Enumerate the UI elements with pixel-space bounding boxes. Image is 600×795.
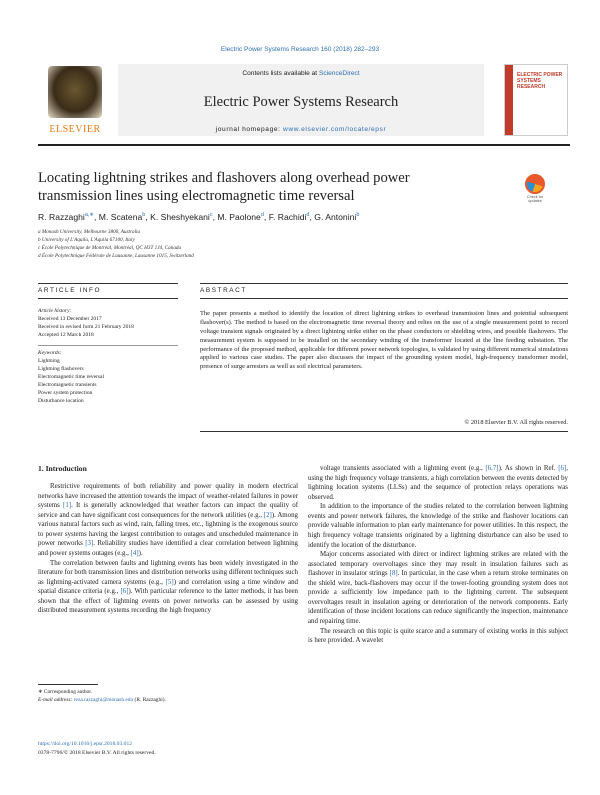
journal-header xyxy=(38,60,570,140)
email-label: E-mail address: xyxy=(38,697,73,704)
keyword: Power system protection xyxy=(38,389,93,396)
contents-prefix: Contents lists available at xyxy=(242,70,318,77)
body-column-right xyxy=(308,464,568,646)
section-heading-introduction: 1. Introduction xyxy=(38,464,87,473)
history-accepted: Accepted 12 March 2018 xyxy=(38,331,94,338)
body-text: The correlation between faults and lightning events has been widely investigated in the literature for both transmission lines and distribution networks using different techniques such as lightning-activated camera systems (e.g., xyxy=(38,559,298,586)
article-info-top-rule xyxy=(38,283,178,284)
body-text: ). xyxy=(138,549,143,557)
body-text: ). Among various natural factors such as wind, rain, falling trees, etc., lightning is the exogenous source to power systems having the largest contribution to outages and unscheduled maintenance in power networks xyxy=(38,511,298,548)
body-paragraph xyxy=(308,627,568,646)
journal-name: Electric Power Systems Research xyxy=(203,94,399,110)
author-name[interactable]: M. Paolone xyxy=(217,212,261,222)
author-name[interactable]: M. Scatena xyxy=(98,212,143,222)
author-separator: , xyxy=(212,212,218,222)
journal-homepage xyxy=(118,126,484,133)
history-revised: Received in revised form 21 February 2018 xyxy=(38,323,134,330)
header-banner xyxy=(118,64,484,136)
body-paragraph xyxy=(38,559,298,616)
article-title: Locating lightning strikes and flashovers along overhead power transmission lines using electromagnetic time reversal xyxy=(38,170,410,204)
abstract-copyright: © 2018 Elsevier B.V. All rights reserved. xyxy=(464,419,568,426)
body-text: voltage transients associated with a lightning event (e.g., xyxy=(320,465,486,472)
check-for-updates-label: Check for updates xyxy=(526,195,544,204)
author-name[interactable]: K. Sheshyekani xyxy=(150,212,210,222)
elsevier-logo[interactable] xyxy=(38,64,112,134)
citation-link[interactable]: [2] xyxy=(263,511,272,519)
author-name[interactable]: R. Razzaghi xyxy=(38,212,85,222)
citation-link[interactable]: [3] xyxy=(85,540,94,548)
citation-link[interactable]: [5] xyxy=(165,578,174,586)
body-text: ). With particular reference to the latter methods, it has been shown that the effect of lightning events on power networks can be assessed by using distributed measurement systems recording the high frequency xyxy=(38,588,299,615)
body-text: Restrictive requirements of both reliability and power quality in modern electrical networks have increased the attention towards the impact of weather-related failures in power systems xyxy=(38,483,298,510)
article-info-heading: ARTICLE INFO xyxy=(38,287,102,294)
body-text: , using the high frequency voltage transients, a high correlation between the events detected by lightning location systems (LLSs) and the sequence of protection relays operations was observed. xyxy=(308,465,569,501)
check-for-updates-button[interactable] xyxy=(522,174,548,204)
sciencedirect-link[interactable]: ScienceDirect xyxy=(318,70,360,77)
citation-link[interactable]: [1] xyxy=(63,502,72,510)
corresponding-author-note: ∗ Corresponding author. xyxy=(38,689,93,695)
abstract-end-rule xyxy=(200,431,568,432)
abstract-top-rule xyxy=(200,283,568,284)
author-name[interactable]: F. Rachidi xyxy=(268,212,307,222)
keyword: Electromagnetic time reversal xyxy=(38,373,104,380)
footnote xyxy=(38,688,300,704)
abstract-heading: ABSTRACT xyxy=(200,287,247,294)
affiliation-list xyxy=(38,228,558,260)
article-history xyxy=(38,308,188,340)
body-text: . It is generally acknowledged that weather factors can impact the quality of service and can have significant cost consequences for the network utilities (e.g., xyxy=(38,502,299,519)
page-footer xyxy=(38,740,298,757)
affiliation: c École Polytechnique de Montréal, Montréal, QC H3T 1J4, Canada xyxy=(38,245,182,252)
citation-link[interactable]: [4] xyxy=(130,549,139,557)
body-text: . In particular, in the case when a return stroke terminates on the shield wire, back-flashovers may occur if the tower-footing grounding system does not provide a sufficiently low impedance path to the lightning current. The subsequent overvoltages result in insulation ageing or deterioration of the network components. Early identification of those incident locations can reduce significantly the inspection, maintenance and repairing time. xyxy=(308,570,568,625)
author-list xyxy=(38,212,568,222)
issn-copyright: 0378-7796/© 2018 Elsevier B.V. All rights reserved. xyxy=(38,749,156,756)
keyword: Electromagnetic transients xyxy=(38,381,97,388)
citation-link[interactable]: [6] xyxy=(558,465,567,472)
cover-band xyxy=(505,65,513,135)
author-affiliation-marker[interactable]: b xyxy=(356,212,360,219)
author-affiliation-marker[interactable]: d xyxy=(306,212,310,219)
cover-title: ELECTRIC POWER SYSTEMS RESEARCH xyxy=(517,72,563,90)
doi-link[interactable]: https://doi.org/10.1016/j.epsr.2018.03.012 xyxy=(38,741,133,747)
journal-reference[interactable]: Electric Power Systems Research 160 (2018) 282–293 xyxy=(220,46,380,53)
history-divider xyxy=(38,345,178,346)
journal-cover-thumbnail[interactable] xyxy=(504,64,568,136)
citation-link[interactable]: [6,7] xyxy=(485,465,499,472)
article-history-label: Article history: xyxy=(38,308,72,314)
keywords-label: Keywords: xyxy=(38,350,62,356)
author-name[interactable]: G. Antonini xyxy=(314,212,357,222)
homepage-prefix: journal homepage: xyxy=(215,126,281,133)
homepage-link[interactable]: www.elsevier.com/locate/epsr xyxy=(282,126,387,133)
body-paragraph xyxy=(38,482,298,559)
body-text: ). As shown in Ref. xyxy=(498,465,559,472)
body-text: In addition to the importance of the studies related to the correlation between lightning events and power network failures, the knowledge of the strike and flashover locations can provide valuable information to plan early maintenance for power utilities. In this respect, the high frequency voltage transients originated by a lightning disturbance can also be used to identify the location of the disturbance. xyxy=(308,503,568,549)
author-affiliation-marker[interactable]: b xyxy=(142,212,146,219)
affiliation: a Monash University, Melbourne 3800, Australia xyxy=(38,229,141,235)
abstract-text: The paper presents a method to identify the location of direct lightning strikes to overhead transmission lines and potential subsequent flashover(s). The method is based on the electromagnetic time reversal theory and relies on the use of a single measurement point to record voltage transient signals originated by a direct lightning strike either on the phase conductors or shielding wires, and possible flashovers. The measurement system is supposed to be installed on the secondary winding of the transformer located at the line feeding substation. The performance of the proposed method, applicable for different power network topologies, is validated by using different numerical simulations applied to various case studies. The paper also discusses the impact of the grounding system model, high-frequency transformer model, presence of surge arresters as well as soil electrical parameters. xyxy=(200,310,568,371)
keyword: Lightning xyxy=(38,357,60,364)
email-line xyxy=(38,696,300,704)
keyword-list xyxy=(38,350,188,406)
footnote-rule xyxy=(38,684,98,685)
email-link[interactable]: reza.razzaghi@monash.edu xyxy=(73,697,134,704)
body-column-left xyxy=(38,482,298,616)
body-text: Major concerns associated with direct or indirect lightning strikes are related with the associated temporary overvoltages since they may result in insulation failures such as flashover in insulator strings xyxy=(308,551,568,578)
body-text: ) and correlation using a time window and spatial distance criteria (e.g., xyxy=(38,578,298,596)
author-separator: , xyxy=(263,212,269,222)
author-affiliation-marker[interactable]: d xyxy=(260,212,264,219)
keyword: Lightning flashovers xyxy=(38,365,84,372)
body-paragraph xyxy=(308,550,568,627)
affiliation: d École Polytechnique Fédérale de Lausanne, Lausanne 1015, Switzerland xyxy=(38,253,194,260)
body-paragraph xyxy=(308,502,568,550)
citation-link[interactable]: [6] xyxy=(120,588,129,596)
body-text: . Reliability studies have identified a clear correlation between lightning and power systems outages (e.g., xyxy=(38,540,298,557)
author-affiliation-marker[interactable]: c xyxy=(209,212,213,219)
author-affiliation-marker[interactable]: a,∗ xyxy=(84,212,95,219)
keyword: Disturbance location xyxy=(38,397,84,404)
citation-link[interactable]: [8] xyxy=(389,570,398,578)
author-separator: , xyxy=(94,212,99,222)
affiliation: b University of L'Aquila, L'Aquila 67100, Italy xyxy=(38,237,135,244)
elsevier-tree-icon xyxy=(48,66,102,118)
author-separator: , xyxy=(309,212,315,222)
body-text: The research on this topic is quite scarce and a summary of existing works in this subject is here provided. A wavelet xyxy=(308,627,568,645)
check-for-updates-icon xyxy=(525,174,545,194)
author-separator: , xyxy=(145,212,151,222)
history-received: Received 13 December 2017 xyxy=(38,315,102,322)
article-info-bottom-rule xyxy=(38,298,178,299)
contents-line xyxy=(118,70,484,77)
abstract-bottom-rule xyxy=(200,298,568,299)
email-suffix: (R. Razzaghi). xyxy=(133,697,166,704)
publisher-name: ELSEVIER xyxy=(49,124,101,135)
body-paragraph xyxy=(308,464,568,502)
header-divider xyxy=(38,144,570,146)
